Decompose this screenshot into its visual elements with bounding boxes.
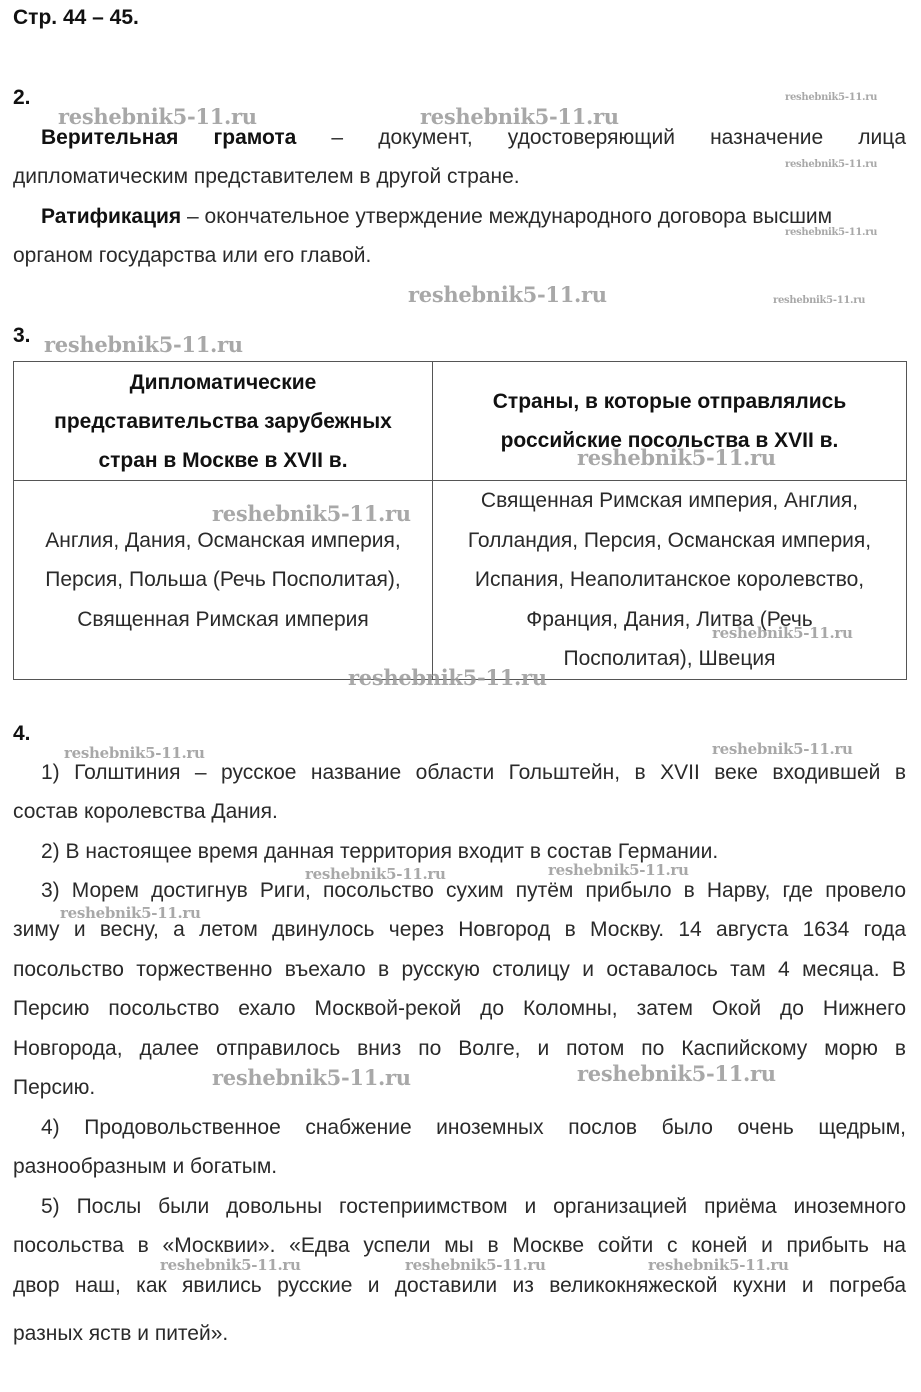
watermark: reshebnik5-11.ru: [712, 624, 853, 642]
table-header-row: [14, 362, 907, 481]
answer-line: двор наш, как явились русские и доставили из великокняжеской кухни и погреба: [13, 1274, 906, 1297]
watermark: reshebnik5-11.ru: [58, 104, 257, 129]
watermark: reshebnik5-11.ru: [577, 1061, 776, 1086]
table-header-russian-embassies: Страны, в которые отправлялись российские посольства в XVII в.: [433, 362, 907, 481]
answer-line: посольства в «Москвии». «Едва успели мы в Москве сойти с коней и прибыть на: [13, 1234, 906, 1257]
watermark: reshebnik5-11.ru: [648, 1256, 789, 1274]
definition-credentials-line2: дипломатическим представителем в другой стране.: [13, 165, 520, 188]
watermark: reshebnik5-11.ru: [785, 227, 878, 238]
watermark: reshebnik5-11.ru: [305, 865, 446, 883]
watermark: reshebnik5-11.ru: [44, 332, 243, 357]
answer-line: 4) Продовольственное снабжение иноземных послов было очень щедрым,: [41, 1116, 906, 1139]
answer-line: разных яств и питей».: [13, 1322, 229, 1345]
answer-line: 3) Морем достигнув Риги, посольство сухим путём прибыло в Нарву, где провело: [41, 879, 906, 902]
term-ratification: Ратификация: [41, 205, 182, 228]
table-cell-foreign-missions: Англия, Дания, Османская империя, Персия, Польша (Речь Посполитая), Священная Римская империя: [14, 481, 433, 680]
watermark: reshebnik5-11.ru: [160, 1256, 301, 1274]
watermark: reshebnik5-11.ru: [212, 1065, 411, 1090]
watermark: reshebnik5-11.ru: [420, 104, 619, 129]
watermark: reshebnik5-11.ru: [408, 282, 607, 307]
definition-ratification-text: – окончательное утверждение международного договора высшим: [187, 205, 833, 228]
answer-line: 1) Голштиния – русское название области Гольштейн, в XVII веке входившей в: [41, 761, 906, 784]
embassies-table: [13, 361, 907, 680]
definition-credentials-text: – документ, удостоверяющий назначение лица: [331, 126, 906, 149]
answer-line: Новгорода, далее отправилось вниз по Волге, и потом по Каспийскому морю в: [13, 1037, 906, 1060]
answer-line: 2) В настоящее время данная территория входит в состав Германии.: [41, 840, 719, 863]
table-header-foreign-missions: Дипломатические представительства зарубежных стран в Москве в XVII в.: [14, 362, 433, 481]
watermark: reshebnik5-11.ru: [348, 665, 547, 690]
watermark: reshebnik5-11.ru: [712, 740, 853, 758]
table-row: [14, 481, 907, 680]
watermark: reshebnik5-11.ru: [577, 445, 776, 470]
section-4-number: 4.: [13, 722, 31, 745]
watermark: reshebnik5-11.ru: [64, 744, 205, 762]
section-2-number: 2.: [13, 86, 31, 109]
watermark: reshebnik5-11.ru: [60, 904, 201, 922]
page-title: Стр. 44 – 45.: [13, 6, 139, 29]
definition-ratification-line2: органом государства или его главой.: [13, 244, 372, 267]
answer-line: 5) Послы были довольны гостеприимством и организацией приёма иноземного: [41, 1195, 906, 1218]
watermark: reshebnik5-11.ru: [212, 501, 411, 526]
definition-ratification-line1: [41, 205, 832, 229]
term-credentials: Верительная грамота: [41, 126, 297, 149]
answer-line: посольство торжественно въехало в русскую столицу и оставалось там 4 месяца. В: [13, 958, 906, 981]
watermark: reshebnik5-11.ru: [785, 159, 878, 170]
watermark: reshebnik5-11.ru: [405, 1256, 546, 1274]
table-cell-russian-embassies: Священная Римская империя, Англия, Голландия, Персия, Османская империя, Испания, Неаполитанское королевство, Франция, Дания, Литва (Речь Посполитая), Швеция: [433, 481, 907, 680]
definition-credentials-line1: [13, 126, 906, 150]
answer-line: разнообразным и богатым.: [13, 1155, 278, 1178]
section-3-number: 3.: [13, 324, 31, 347]
answer-line: состав королевства Дания.: [13, 800, 278, 823]
watermark: reshebnik5-11.ru: [773, 295, 866, 306]
answer-line: Персию посольство ехало Москвой-рекой до Коломны, затем Окой до Нижнего: [13, 997, 906, 1020]
watermark: reshebnik5-11.ru: [785, 92, 878, 103]
answer-line: Персию.: [13, 1076, 96, 1099]
answer-line: зиму и весну, а летом двинулось через Новгород в Москву. 14 августа 1634 года: [13, 918, 906, 941]
watermark: reshebnik5-11.ru: [548, 861, 689, 879]
